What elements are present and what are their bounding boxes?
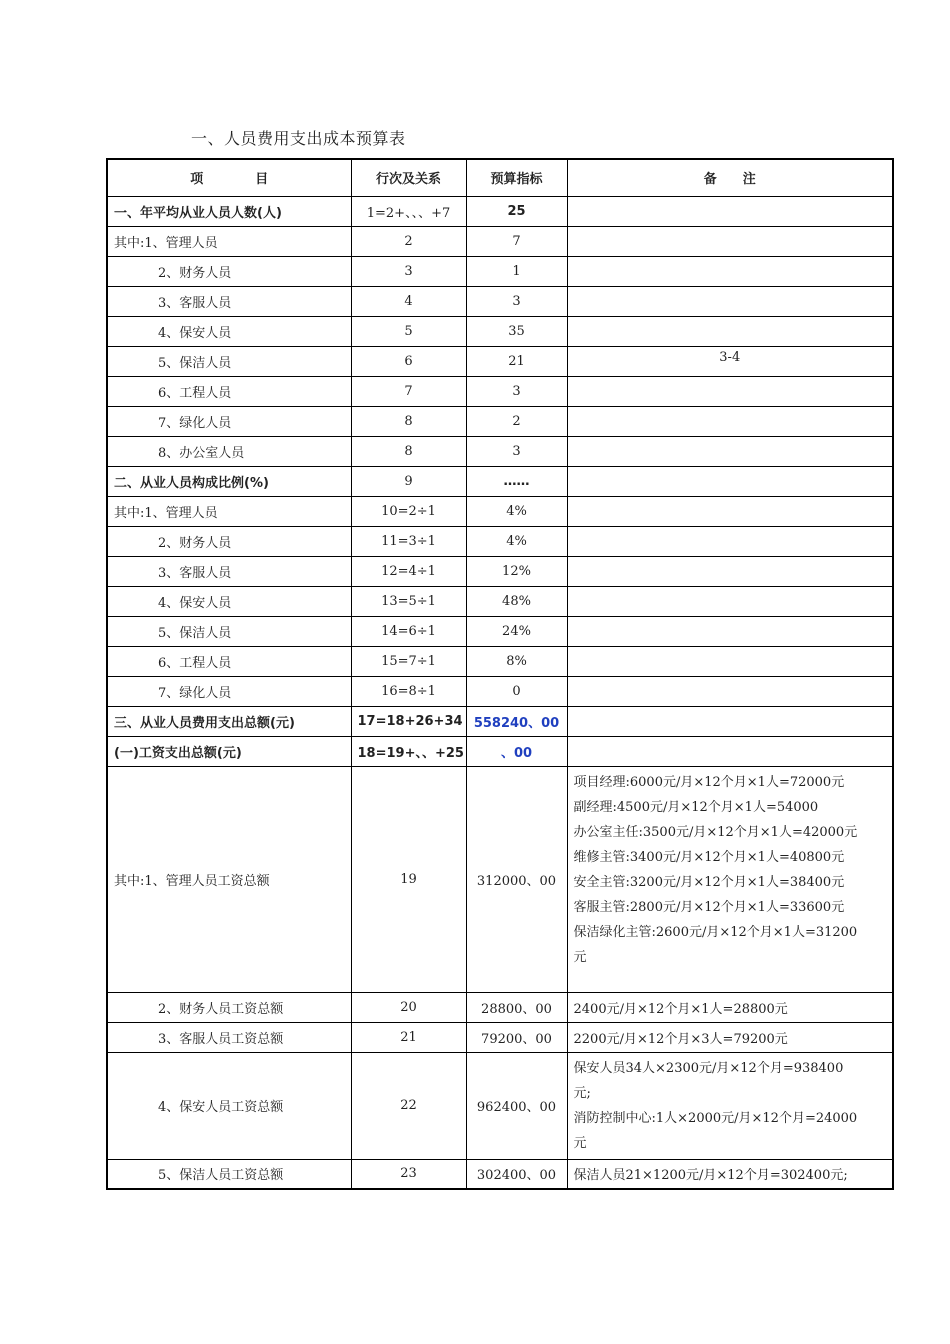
note-line: 项目经理:6000元/月×12个月×1人=72000元 <box>573 774 845 790</box>
table-row <box>107 556 893 586</box>
row-note <box>567 226 893 256</box>
table-row <box>107 346 893 376</box>
row-note <box>567 256 893 286</box>
row-note <box>567 466 893 496</box>
row-relation: 12=4÷1 <box>351 556 466 586</box>
row-item: 6、工程人员 <box>107 376 351 406</box>
row-item: 7、绿化人员 <box>107 406 351 436</box>
table-row <box>107 1022 893 1052</box>
row-note <box>567 376 893 406</box>
page-title: 一、人员费用支出成本预算表 <box>191 129 406 148</box>
row-relation: 5 <box>351 316 466 346</box>
row-relation: 4 <box>351 286 466 316</box>
row-item: 4、保安人员 <box>107 316 351 346</box>
row-value: 3 <box>466 376 567 406</box>
header-row-relation: 行次及关系 <box>351 159 466 196</box>
row-item: 6、工程人员 <box>107 646 351 676</box>
table-row <box>107 706 893 736</box>
row-item: 二、从业人员构成比例(%) <box>107 466 351 496</box>
row-note <box>567 586 893 616</box>
row-value: 48% <box>466 586 567 616</box>
row-note <box>567 556 893 586</box>
row-note <box>567 286 893 316</box>
table-row <box>107 196 893 226</box>
table-row <box>107 376 893 406</box>
row-note: 3-4 <box>567 346 893 376</box>
row-item: 7、绿化人员 <box>107 676 351 706</box>
row-value: 2 <box>466 406 567 436</box>
row-relation: 2 <box>351 226 466 256</box>
row-note <box>567 436 893 466</box>
row-note <box>567 616 893 646</box>
row-item: 3、客服人员工资总额 <box>107 1022 351 1052</box>
row-value: 4% <box>466 496 567 526</box>
row-relation: 11=3÷1 <box>351 526 466 556</box>
row-item: 4、保安人员工资总额 <box>107 1052 351 1159</box>
table-row <box>107 406 893 436</box>
row-value: 3 <box>466 286 567 316</box>
header-budget: 预算指标 <box>466 159 567 196</box>
header-note: 备 注 <box>567 159 893 196</box>
row-value: 35 <box>466 316 567 346</box>
table-row <box>107 766 893 992</box>
row-note <box>567 496 893 526</box>
row-value: 962400、00 <box>466 1052 567 1159</box>
header-item: 项 目 <box>107 159 351 196</box>
row-relation: 20 <box>351 992 466 1022</box>
row-item: 2、财务人员 <box>107 526 351 556</box>
row-value: 12% <box>466 556 567 586</box>
row-item: 3、客服人员 <box>107 286 351 316</box>
note-line: 保安人员34人×2300元/月×12个月=938400 <box>573 1060 844 1076</box>
row-value: …… <box>466 466 567 496</box>
row-item: 2、财务人员工资总额 <box>107 992 351 1022</box>
row-relation: 17=18+26+34 <box>351 706 466 736</box>
row-relation: 6 <box>351 346 466 376</box>
row-item: (一)工资支出总额(元) <box>107 736 351 766</box>
row-item: 一、年平均从业人员人数(人) <box>107 196 351 226</box>
row-value: 24% <box>466 616 567 646</box>
table-row <box>107 256 893 286</box>
row-value: 25 <box>466 196 567 226</box>
row-note: 保洁人员21×1200元/月×12个月=302400元; <box>567 1159 893 1189</box>
row-item: 其中:1、管理人员工资总额 <box>107 766 351 992</box>
row-item: 5、保洁人员 <box>107 616 351 646</box>
row-relation: 8 <box>351 436 466 466</box>
table-row <box>107 226 893 256</box>
row-relation: 8 <box>351 406 466 436</box>
table-row <box>107 616 893 646</box>
note-line: 维修主管:3400元/月×12个月×1人=40800元 <box>573 849 845 865</box>
row-value: 、00 <box>466 736 567 766</box>
row-relation: 13=5÷1 <box>351 586 466 616</box>
row-relation: 18=19+、、+25 <box>351 736 466 766</box>
row-note-multiline <box>567 1052 893 1159</box>
table-row <box>107 436 893 466</box>
row-item: 8、办公室人员 <box>107 436 351 466</box>
row-item: 3、客服人员 <box>107 556 351 586</box>
note-line: 办公室主任:3500元/月×12个月×1人=42000元 <box>573 824 858 840</box>
row-item: 2、财务人员 <box>107 256 351 286</box>
row-note <box>567 706 893 736</box>
table-row <box>107 676 893 706</box>
table-row <box>107 466 893 496</box>
row-item: 其中:1、管理人员 <box>107 496 351 526</box>
row-note-multiline <box>567 766 893 992</box>
note-line: 副经理:4500元/月×12个月×1人=54000 <box>573 799 819 815</box>
row-value: 3 <box>466 436 567 466</box>
row-relation: 9 <box>351 466 466 496</box>
row-relation: 16=8÷1 <box>351 676 466 706</box>
table-row <box>107 496 893 526</box>
table-row <box>107 526 893 556</box>
row-value: 79200、00 <box>466 1022 567 1052</box>
row-value: 8% <box>466 646 567 676</box>
row-relation: 21 <box>351 1022 466 1052</box>
row-value: 28800、00 <box>466 992 567 1022</box>
row-relation: 7 <box>351 376 466 406</box>
note-line: 元; <box>573 1085 591 1101</box>
row-item: 4、保安人员 <box>107 586 351 616</box>
row-value: 0 <box>466 676 567 706</box>
budget-table <box>106 158 894 1190</box>
row-item: 其中:1、管理人员 <box>107 226 351 256</box>
row-note <box>567 736 893 766</box>
row-relation: 10=2÷1 <box>351 496 466 526</box>
row-relation: 15=7÷1 <box>351 646 466 676</box>
row-value: 558240、00 <box>466 706 567 736</box>
row-relation: 1=2+、、、+7 <box>351 196 466 226</box>
row-note <box>567 406 893 436</box>
row-item: 5、保洁人员 <box>107 346 351 376</box>
row-note <box>567 196 893 226</box>
row-value: 1 <box>466 256 567 286</box>
row-relation: 3 <box>351 256 466 286</box>
row-relation: 23 <box>351 1159 466 1189</box>
row-value: 7 <box>466 226 567 256</box>
note-line: 元 <box>573 1135 587 1151</box>
table-row <box>107 316 893 346</box>
row-value: 4% <box>466 526 567 556</box>
table-row <box>107 1052 893 1159</box>
note-line: 元 <box>573 949 587 965</box>
note-line: 消防控制中心:1人×2000元/月×12个月=24000 <box>573 1110 858 1126</box>
row-note <box>567 526 893 556</box>
row-relation: 19 <box>351 766 466 992</box>
note-line: 保洁绿化主管:2600元/月×12个月×1人=31200 <box>573 924 858 940</box>
table-row <box>107 1159 893 1189</box>
row-item: 5、保洁人员工资总额 <box>107 1159 351 1189</box>
row-note: 2400元/月×12个月×1人=28800元 <box>567 992 893 1022</box>
row-relation: 22 <box>351 1052 466 1159</box>
table-row <box>107 736 893 766</box>
row-value: 302400、00 <box>466 1159 567 1189</box>
table-row <box>107 586 893 616</box>
row-note <box>567 676 893 706</box>
table-row <box>107 992 893 1022</box>
row-note: 2200元/月×12个月×3人=79200元 <box>567 1022 893 1052</box>
note-line: 客服主管:2800元/月×12个月×1人=33600元 <box>573 899 845 915</box>
row-note <box>567 646 893 676</box>
row-note <box>567 316 893 346</box>
table-row <box>107 646 893 676</box>
row-value: 21 <box>466 346 567 376</box>
note-line: 安全主管:3200元/月×12个月×1人=38400元 <box>573 874 845 890</box>
row-value: 312000、00 <box>466 766 567 992</box>
table-row <box>107 286 893 316</box>
row-relation: 14=6÷1 <box>351 616 466 646</box>
row-item: 三、从业人员费用支出总额(元) <box>107 706 351 736</box>
table-header-row <box>107 159 893 196</box>
